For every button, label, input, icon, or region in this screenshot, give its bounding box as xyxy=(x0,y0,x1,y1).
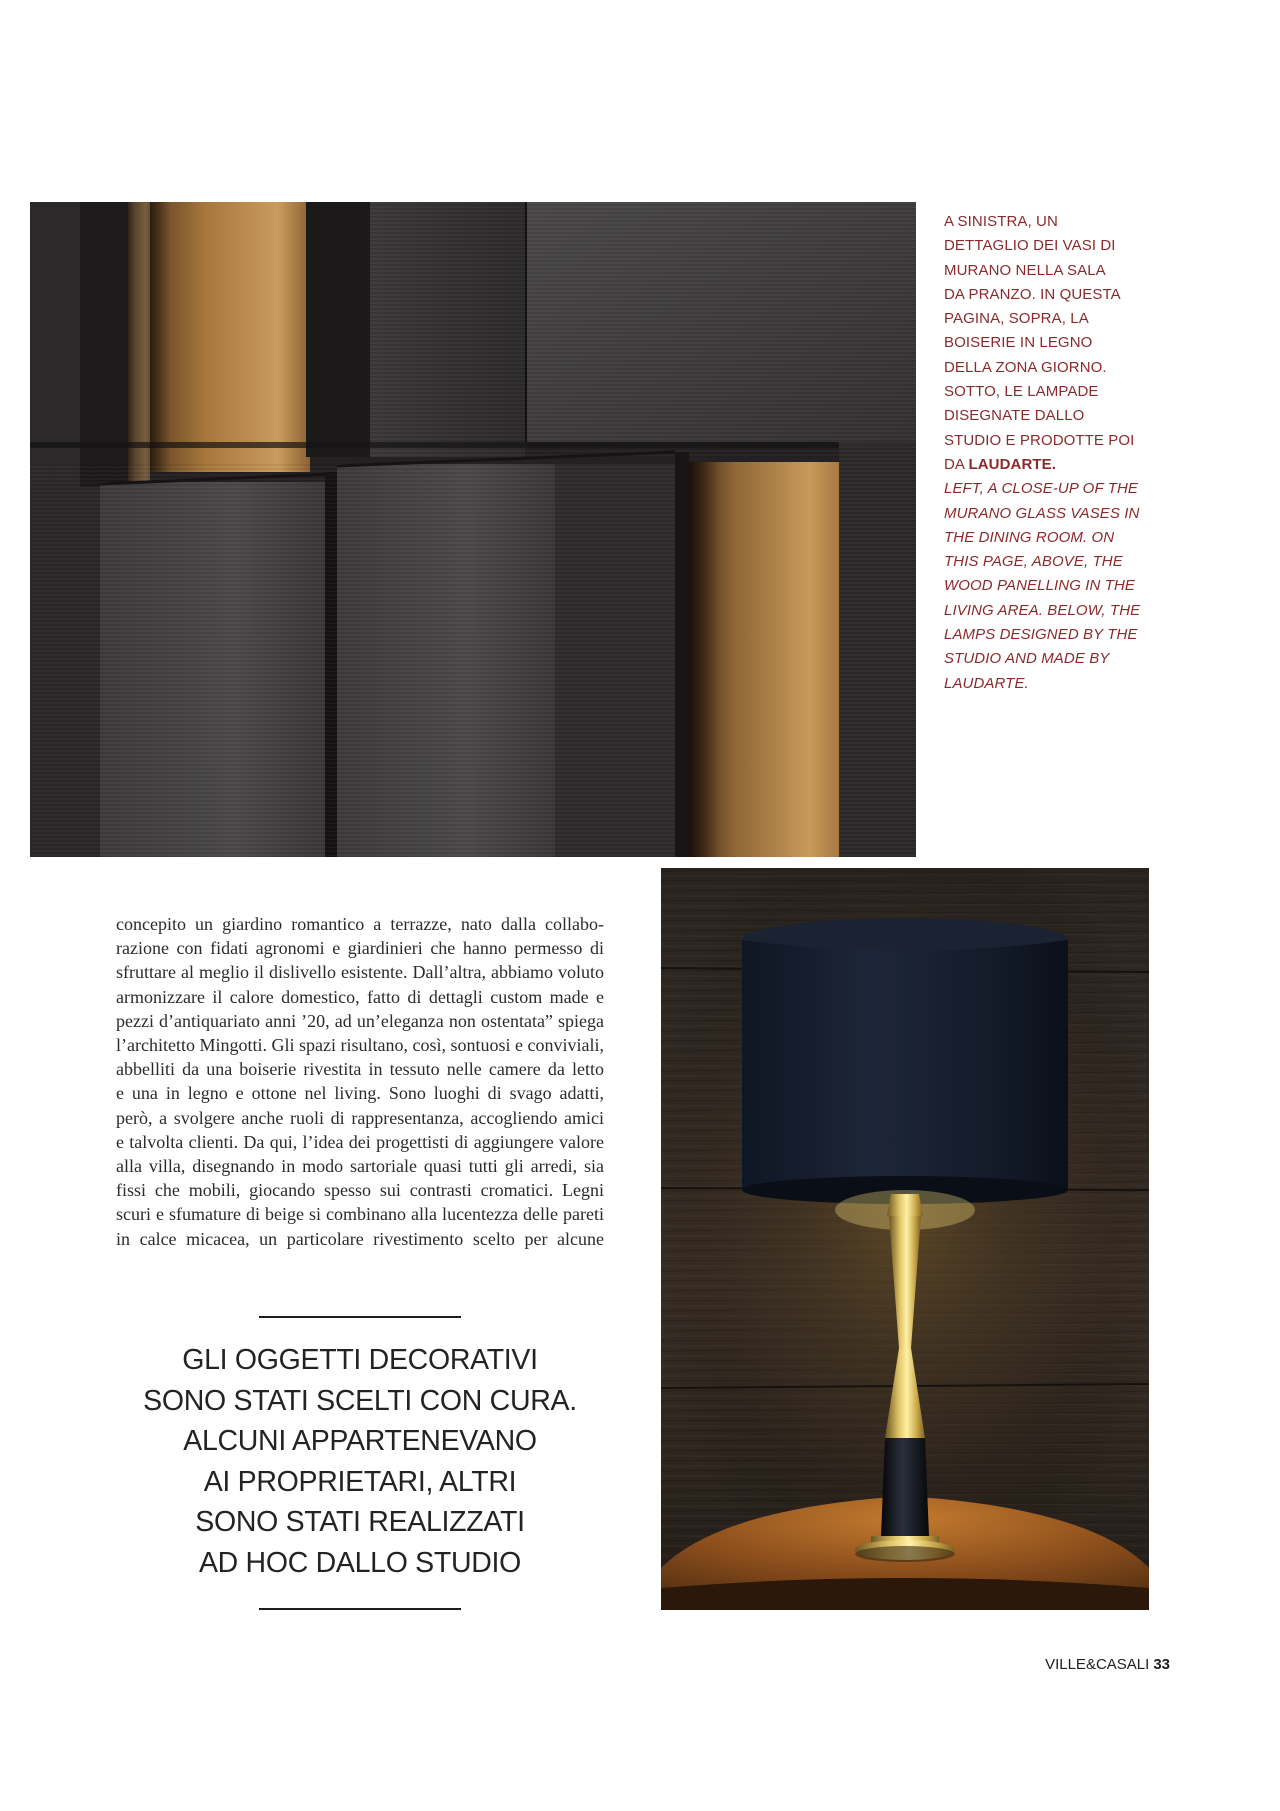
quote-line: AD HOC DALLO STUDIO xyxy=(198,1546,522,1579)
quote-line: AI PROPRIETARI, ALTRI xyxy=(203,1465,517,1498)
caption-line: PAGINA, SOPRA, LA xyxy=(944,310,1089,328)
caption-line: MURANO NELLA SALA xyxy=(944,261,1106,279)
caption-line: DETTAGLIO DEI VASI DI xyxy=(944,237,1116,255)
body-line: sfruttare al meglio il dislivello esistente. Dall’altra, abbiamo voluto xyxy=(116,962,604,983)
caption-line: DELLA ZONA GIORNO. xyxy=(944,358,1107,376)
caption-english-line: LAUDARTE. xyxy=(944,674,1029,692)
article-body xyxy=(116,912,604,1251)
quote-rule-bottom xyxy=(259,1608,461,1610)
body-line: e talvolta clienti. Da qui, l’idea dei progettisti di aggiungere valore xyxy=(116,1131,604,1152)
caption-line: A SINISTRA, UN xyxy=(944,213,1058,230)
caption-english-line: THE DINING ROOM. ON xyxy=(944,528,1115,546)
caption-english-line: WOOD PANELLING IN THE xyxy=(944,577,1136,595)
body-line: concepito un giardino romantico a terrazze, nato dalla collabo- xyxy=(116,914,604,934)
caption-english-line: LEFT, A CLOSE-UP OF THE xyxy=(944,480,1139,498)
caption-english-line: STUDIO AND MADE BY xyxy=(944,650,1110,668)
quote-line: GLI OGGETTI DECORATIVI xyxy=(182,1344,538,1376)
body-line: armonizzare il calore domestico, fatto di dettagli custom made e xyxy=(116,986,604,1007)
caption-prefix: DA xyxy=(944,455,969,473)
quote-line: SONO STATI REALIZZATI xyxy=(195,1506,525,1539)
page-number: 33 xyxy=(1153,1656,1170,1673)
caption-english-line: THIS PAGE, ABOVE, THE xyxy=(944,553,1123,571)
quote-line: SONO STATI SCELTI CON CURA. xyxy=(143,1384,577,1417)
caption-line: DISEGNATE DALLO xyxy=(944,407,1085,425)
body-line: in calce micacea, un particolare rivestimento scelto per alcune xyxy=(116,1228,604,1249)
magazine-name: VILLE&CASALI xyxy=(1045,1656,1150,1673)
caption-english-line: LIVING AREA. BELOW, THE xyxy=(944,601,1141,619)
caption-line-last xyxy=(944,453,1134,477)
wood-panelling-photo xyxy=(30,202,916,857)
body-line: razione con fidati agronomi e giardinieri che hanno permesso di xyxy=(116,938,604,959)
caption-english-line: LAMPS DESIGNED BY THE xyxy=(944,626,1138,644)
caption-line: SOTTO, LE LAMPADE xyxy=(944,383,1099,401)
body-line: pezzi d’antiquariato anni ’20, ad un’eleganza non ostentata” spiega xyxy=(116,1010,604,1031)
table-lamp-photo xyxy=(661,868,1149,1610)
body-line: alla villa, disegnando in modo sartoriale quasi tutti gli arredi, sia xyxy=(116,1156,604,1177)
photo-caption xyxy=(944,210,1141,696)
caption-line: DA PRANZO. IN QUESTA xyxy=(944,285,1121,303)
caption-english-line: MURANO GLASS VASES IN xyxy=(944,504,1140,522)
body-line: però, a svolgere anche ruoli di rappresentanza, accogliendo amici xyxy=(116,1107,604,1128)
pull-quote xyxy=(116,1340,604,1584)
body-line: scuri e sfumature di beige si combinano alla lucentezza delle pareti xyxy=(116,1204,604,1225)
caption-line: STUDIO E PRODOTTE POI xyxy=(944,431,1135,449)
body-line: abbelliti da una boiserie rivestita in tessuto nelle camere da letto xyxy=(116,1059,604,1080)
body-line: fissi che mobili, giocando spesso sui contrasti cromatici. Legni xyxy=(116,1180,604,1201)
body-line: e una in legno e ottone nel living. Sono luoghi di svago adatti, xyxy=(116,1083,604,1104)
page-footer xyxy=(1020,1656,1170,1673)
caption-brand: LAUDARTE. xyxy=(968,455,1057,473)
quote-line: ALCUNI APPARTENEVANO xyxy=(183,1425,537,1458)
body-line: l’architetto Mingotti. Gli spazi risultano, così, sontuosi e conviviali, xyxy=(116,1035,604,1056)
caption-line: BOISERIE IN LEGNO xyxy=(944,334,1093,352)
quote-rule-top xyxy=(259,1316,461,1318)
